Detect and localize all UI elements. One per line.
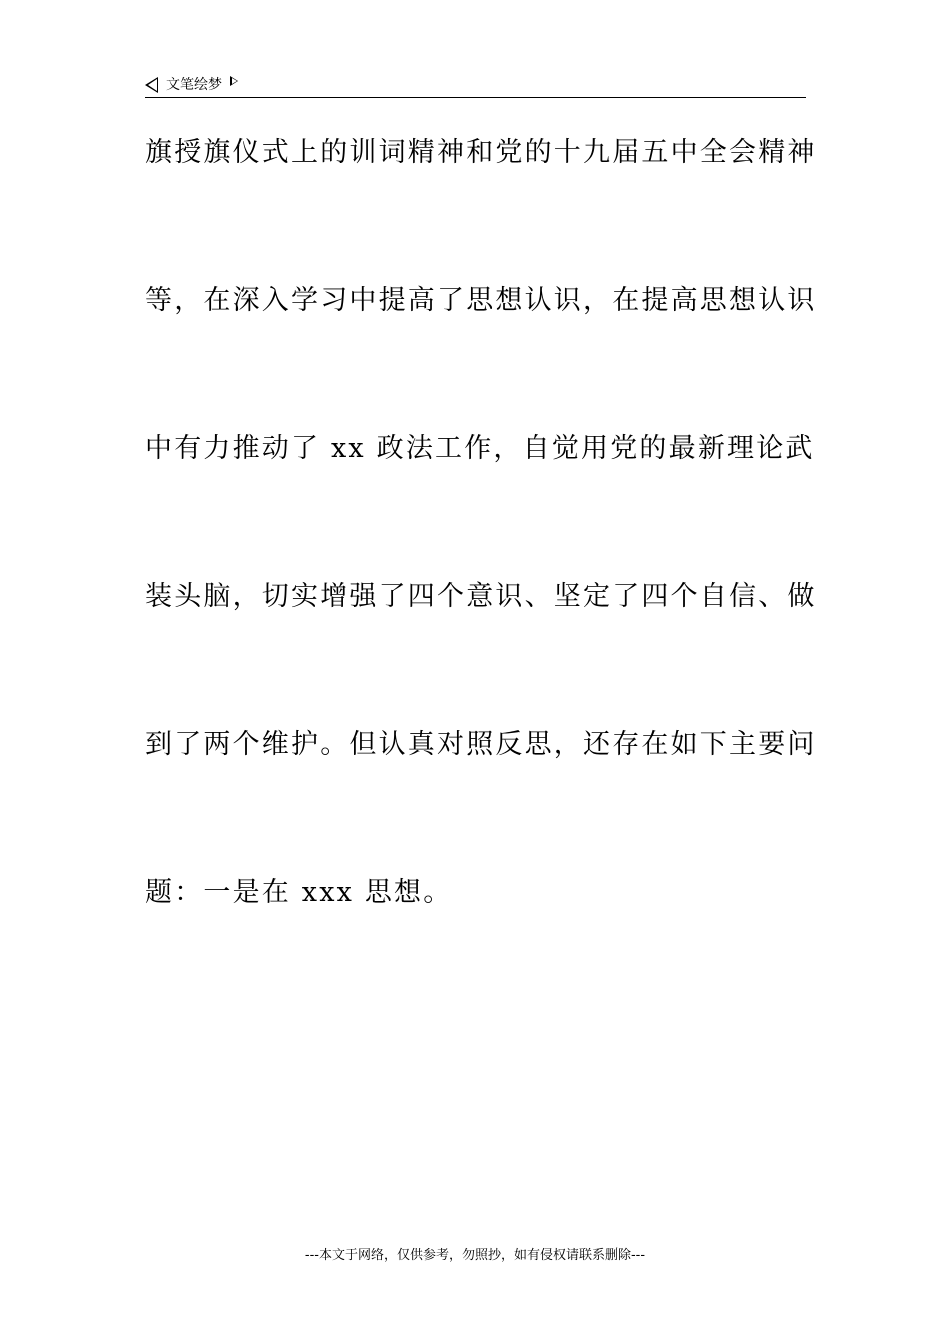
body-line-4: 装头脑，切实增强了四个意识、坚定了四个自信、做 — [145, 581, 817, 612]
body-line-1: 旗授旗仪式上的训词精神和党的十九届五中全会精神 — [145, 137, 817, 168]
body-line-5: 到了两个维护。但认真对照反思，还存在如下主要问 — [145, 729, 817, 760]
header-divider — [145, 97, 806, 98]
right-triangle-icon — [230, 76, 238, 86]
page-footer-notice: ---本文于网络，仅供参考，勿照抄，如有侵权请联系删除--- — [304, 1248, 646, 1263]
left-triangle-icon — [145, 77, 158, 93]
body-line-2: 等，在深入学习中提高了思想认识，在提高思想认识 — [145, 285, 817, 316]
page-header — [145, 74, 805, 96]
header-title: 文笔绘梦 — [166, 77, 222, 93]
body-line-6: 题：一是在 xxx 思想。 — [145, 877, 453, 908]
body-line-3: 中有力推动了 xx 政法工作，自觉用党的最新理论武 — [145, 433, 815, 464]
